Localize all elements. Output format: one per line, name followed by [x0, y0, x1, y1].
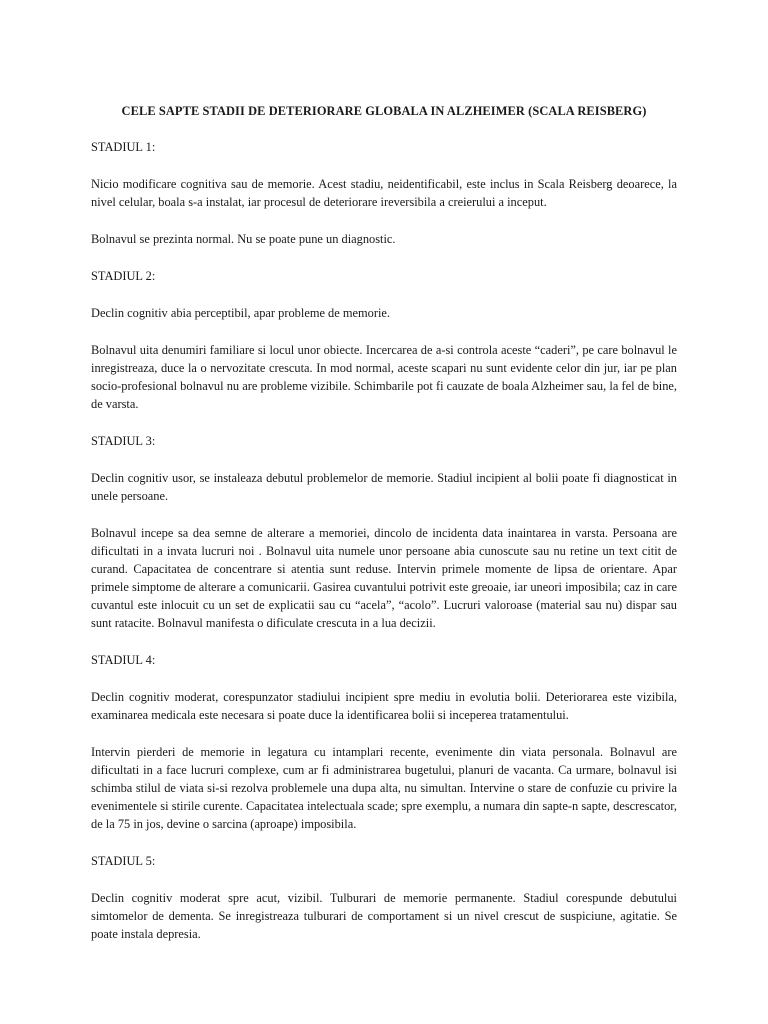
document-title: CELE SAPTE STADII DE DETERIORARE GLOBALA IN ALZHEIMER (SCALA REISBERG)	[121, 104, 647, 118]
stage-2-heading: STADIUL 2:	[91, 269, 156, 283]
stage-5-heading: STADIUL 5:	[91, 854, 156, 868]
stage-2-details: Bolnavul uita denumiri familiare si locul unor obiecte. Incercarea de a-si controla aceste “caderi”, pe care bolnavul le inregistreaza, duce la o nervozitate crescuta. In mod normal, aceste scapari nu sunt evidente celor din jur, iar pe plan socio-profesional bolnavul nu are probleme vizibile. Schimbarile pot fi cauzate de boala Alzheimer sau, la fel de bine, de varsta.	[91, 343, 677, 411]
stage-3-details: Bolnavul incepe sa dea semne de alterare a memoriei, dincolo de incidenta data inaintarea in varsta. Persoana are dificultati in a invata lucruri noi . Bolnavul uita numele unor persoane abia cunoscute sau nu retine un text citit de curand. Capacitatea de concentrare si atentia sunt reduse. Intervin primele momente de lipsa de orientare. Apar primele simptome de alterare a comunicarii. Gasirea cuvantului potrivit este greoaie, iar uneori imposibila; caz in care cuvantul este inlocuit cu un set de explicatii sau cu “acela”, “acolo”. Lucruri valoroase (material sau nu) dispar sau sunt ratacite. Bolnavul manifesta o dificulate crescuta in a lua decizii.	[91, 526, 677, 630]
stage-1-details: Bolnavul se prezinta normal. Nu se poate pune un diagnostic.	[91, 232, 396, 246]
stage-4-details: Intervin pierderi de memorie in legatura cu intamplari recente, evenimente din viata personala. Bolnavul are dificultati in a face lucruri complexe, cum ar fi administrarea bugetului, planuri de vacanta. Ca urmare, bolnavul isi schimba stilul de viata si-si rezolva problemele una dupa alta, nu simultan. Intervine o stare de confuzie cu privire la evenimentele si stirile curente. Capacitatea intelectuala scade; spre exemplu, a numara din sapte-n sapte, descrescator, de la 75 in jos, devine o sarcina (aproape) imposibila.	[91, 745, 677, 831]
stage-2-summary: Declin cognitiv abia perceptibil, apar probleme de memorie.	[91, 306, 390, 320]
stage-4-heading: STADIUL 4:	[91, 653, 156, 667]
stage-4-summary: Declin cognitiv moderat, corespunzator stadiului incipient spre mediu in evolutia bolii. Deteriorarea este vizibila, examinarea medicala este necesara si poate duce la identificarea bolii si inceperea tratamentului.	[91, 690, 677, 722]
stage-1-heading: STADIUL 1:	[91, 140, 156, 154]
stage-5-summary: Declin cognitiv moderat spre acut, vizibil. Tulburari de memorie permanente. Stadiul corespunde debutului simtomelor de dementa. Se inregistreaza tulburari de comportament si un nivel crescut de suspiciune, agitatie. Se poate instala depresia.	[91, 891, 677, 941]
stage-3-heading: STADIUL 3:	[91, 434, 156, 448]
stage-3-summary: Declin cognitiv usor, se instaleaza debutul problemelor de memorie. Stadiul incipient al bolii poate fi diagnosticat in unele persoane.	[91, 471, 677, 503]
stage-1-summary: Nicio modificare cognitiva sau de memorie. Acest stadiu, neidentificabil, este inclus in Scala Reisberg deoarece, la nivel celular, boala s-a instalat, iar procesul de deteriorare ireversibila a creierului a inceput.	[91, 177, 677, 209]
document-page	[91, 102, 677, 962]
